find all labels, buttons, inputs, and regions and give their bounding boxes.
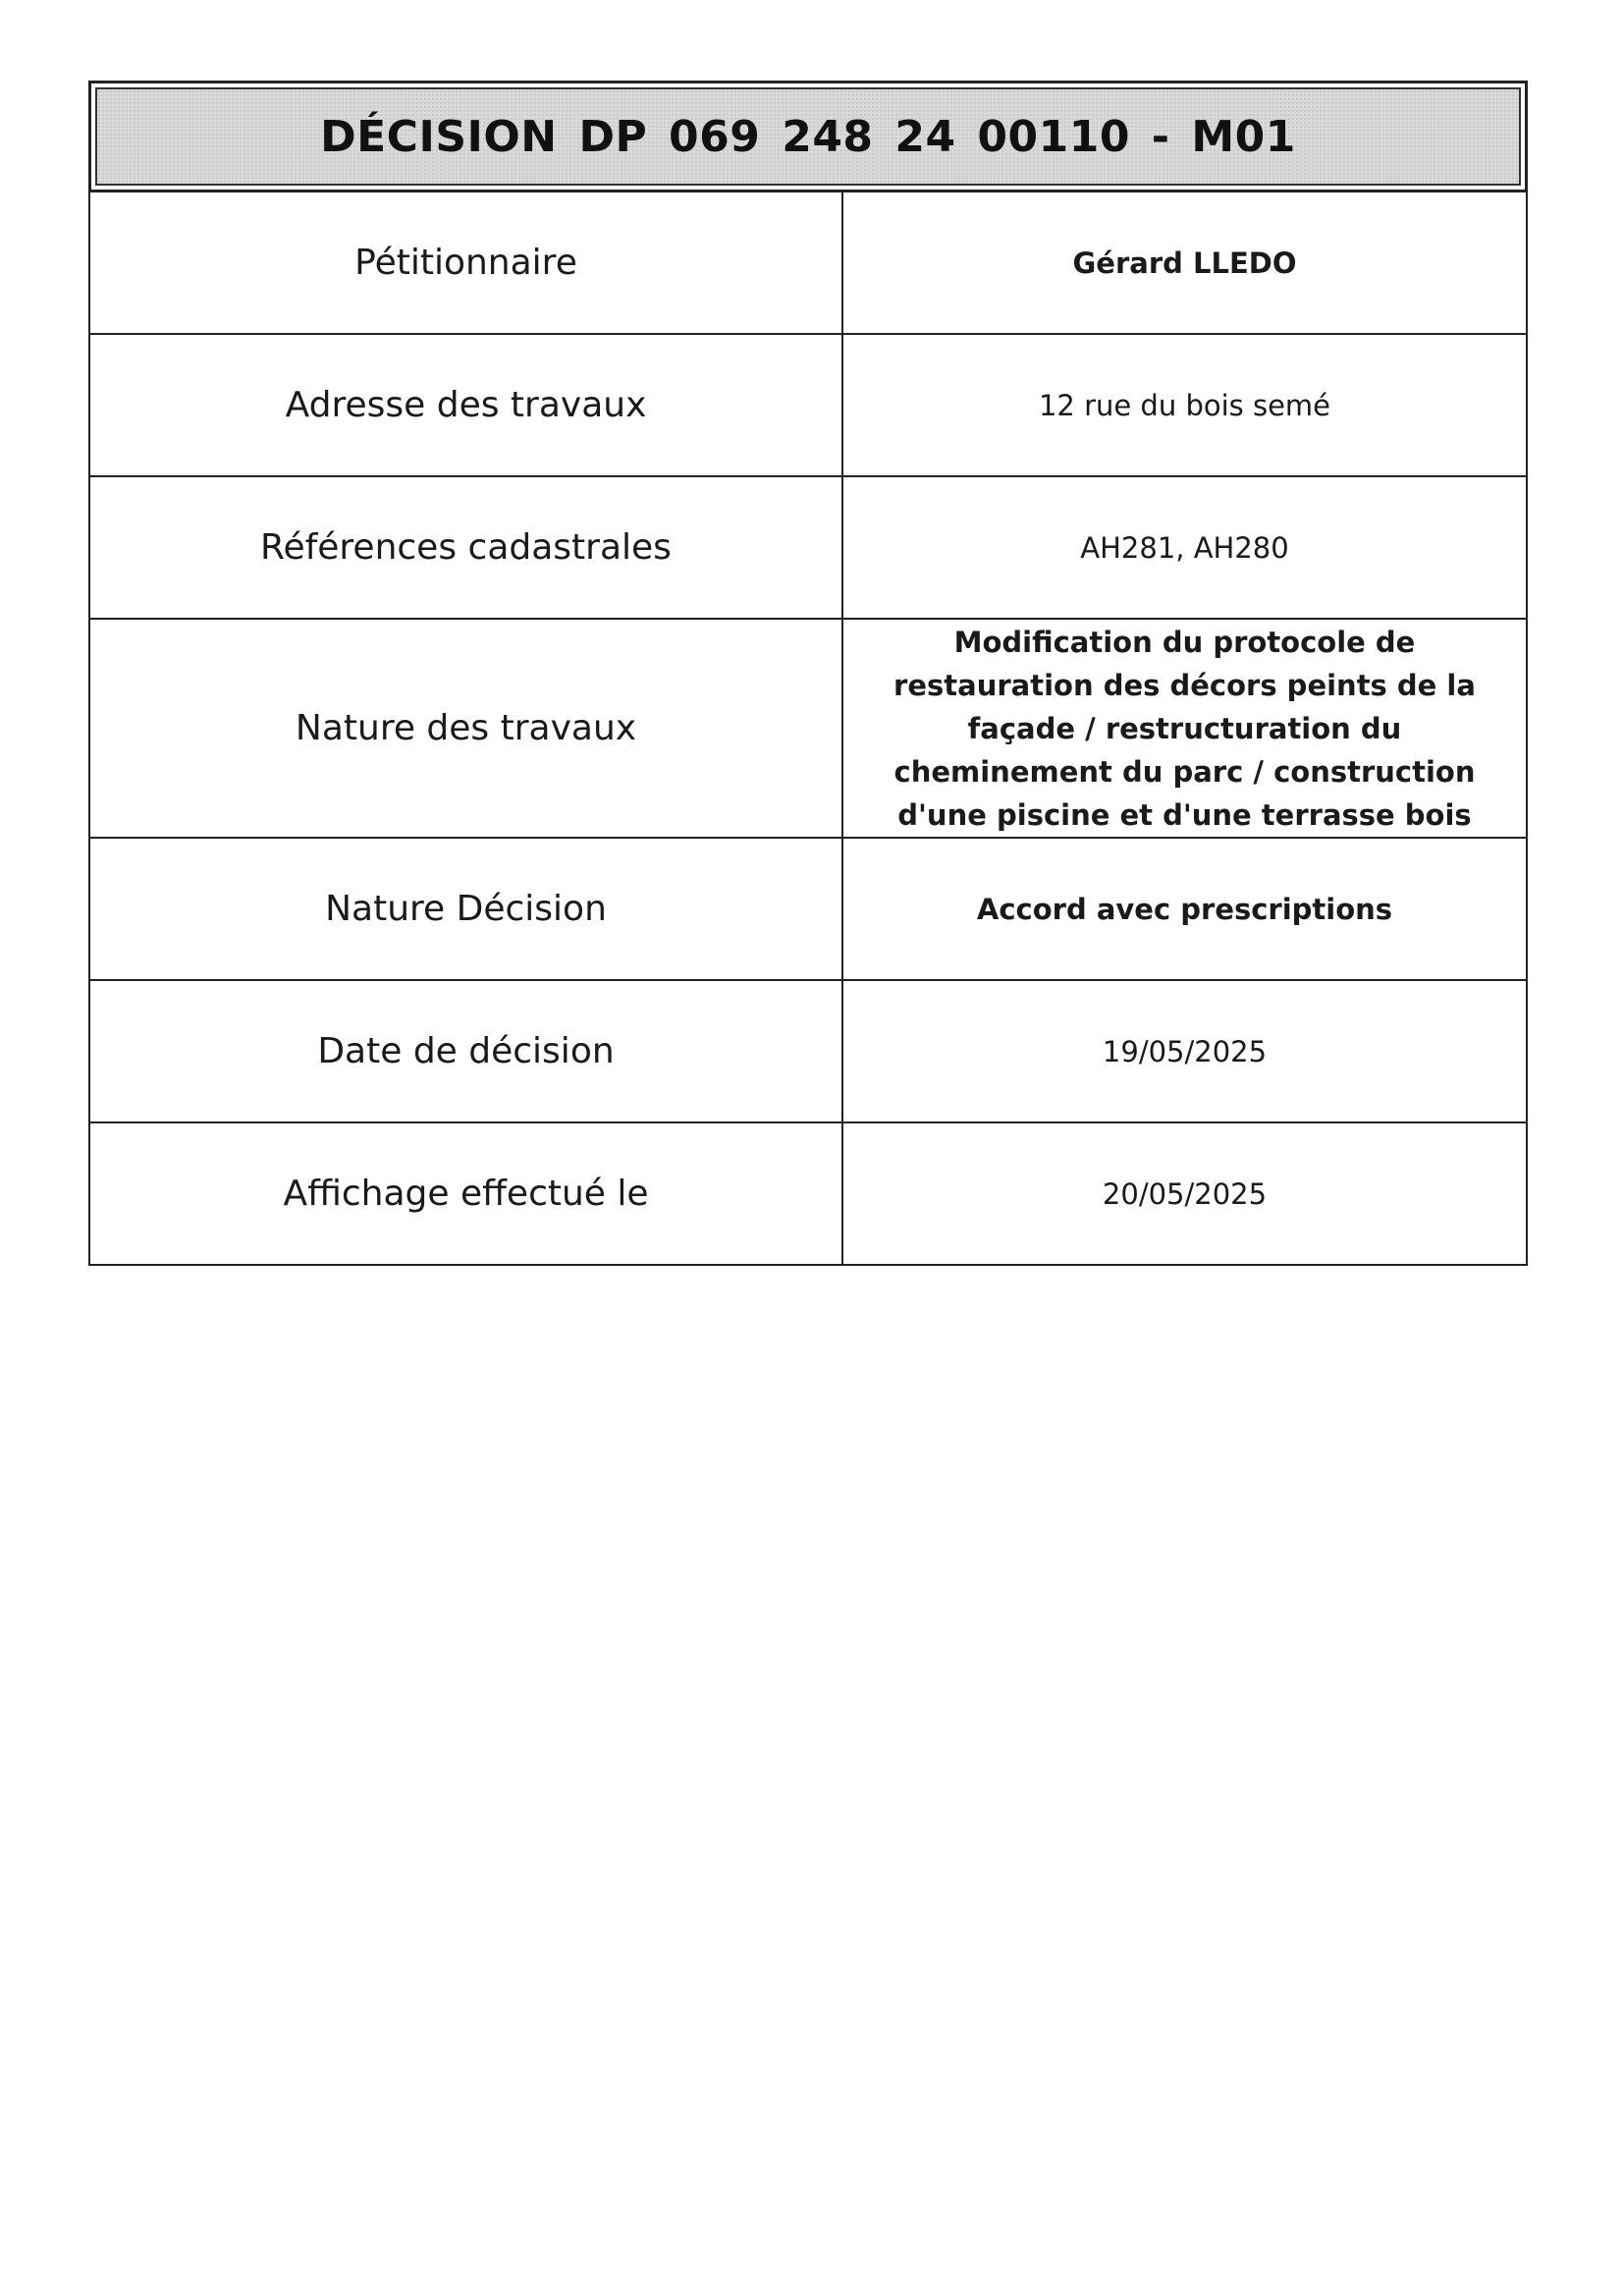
table-row-nature-decision	[89, 838, 1527, 980]
row-value: Gérard LLEDO	[842, 191, 1527, 334]
table-row-petitionnaire	[89, 191, 1527, 334]
title-banner	[95, 87, 1521, 186]
row-label: Nature des travaux	[89, 619, 842, 838]
row-label: Références cadastrales	[89, 476, 842, 619]
decision-sheet	[88, 81, 1528, 1266]
table-row-affichage	[89, 1122, 1527, 1265]
row-value: 19/05/2025	[842, 980, 1527, 1122]
row-label: Affichage effectué le	[89, 1122, 842, 1265]
row-label: Pétitionnaire	[89, 191, 842, 334]
table-row-references	[89, 476, 1527, 619]
title-box	[88, 81, 1528, 192]
decision-info-table	[88, 191, 1528, 1266]
row-label: Nature Décision	[89, 838, 842, 980]
row-label: Adresse des travaux	[89, 334, 842, 476]
row-value: Modification du protocole de restauration des décors peints de la façade / restructuration du cheminement du parc / construction d'une piscine et d'une terrasse bois	[842, 619, 1527, 838]
table-row-adresse	[89, 334, 1527, 476]
row-label: Date de décision	[89, 980, 842, 1122]
table-row-date-decision	[89, 980, 1527, 1122]
row-value: 12 rue du bois semé	[842, 334, 1527, 476]
row-value: Accord avec prescriptions	[842, 838, 1527, 980]
document-title: DÉCISION DP 069 248 24 00110 - M01	[320, 111, 1296, 162]
table-row-nature-travaux	[89, 619, 1527, 838]
row-value: 20/05/2025	[842, 1122, 1527, 1265]
row-value: AH281, AH280	[842, 476, 1527, 619]
